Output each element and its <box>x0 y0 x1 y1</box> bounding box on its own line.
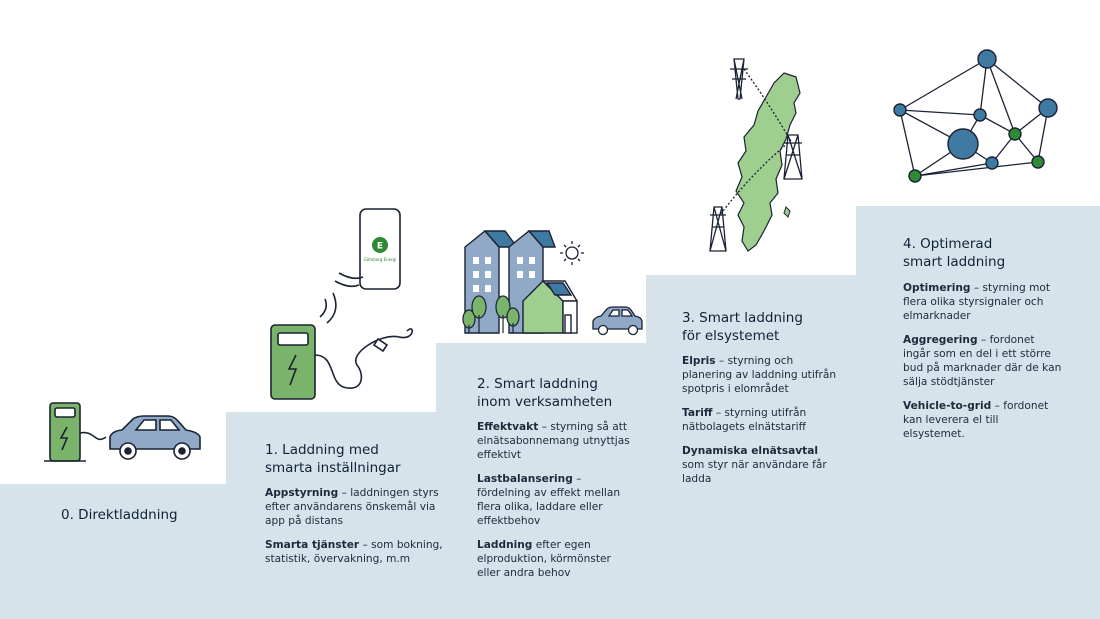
step-1-description <box>265 486 455 576</box>
step-3-description <box>682 354 842 496</box>
network-node <box>974 109 986 121</box>
list-item: Aggregering – fordonet ingår som en del i ett större bud på marknader där de kan sälja stödtjänster <box>903 334 1062 388</box>
network-node <box>1032 156 1044 168</box>
direct-charging-illustration <box>40 395 210 470</box>
list-item: Tariff – styrning utifrån nätbolagets elnätstariff <box>682 407 807 433</box>
svg-text:E: E <box>376 241 384 252</box>
wifi-signal-icon <box>320 273 363 323</box>
network-illustration <box>885 42 1065 192</box>
business-charging-illustration <box>455 225 645 340</box>
step-2-description <box>477 420 637 590</box>
network-node <box>909 170 921 182</box>
list-item: Smarta tjänster – som bokning, statistik, övervakning, m.m <box>265 539 443 565</box>
network-node <box>1039 99 1057 117</box>
app-charging-illustration <box>265 205 425 405</box>
step-0-title: 0. Direktladdning <box>61 507 178 523</box>
charger-icon <box>271 325 412 399</box>
list-item: Laddning efter egen elproduktion, körmönster eller andra behov <box>477 539 611 579</box>
list-item: Vehicle-to-grid – fordonet kan leverera el till elsystemet. <box>903 400 1049 440</box>
step-3-title: 3. Smart laddning för elsystemet <box>682 310 803 344</box>
network-node <box>948 129 978 159</box>
network-node <box>978 50 996 68</box>
step-4-description <box>903 281 1063 451</box>
network-node <box>894 104 906 116</box>
step-2-title: 2. Smart laddning inom verksamheten <box>477 376 613 410</box>
list-item: Effektvakt – styrning så att elnätsabonnemang utnyttjas effektivt <box>477 421 630 461</box>
power-system-illustration <box>700 55 815 255</box>
network-nodes <box>894 50 1057 182</box>
car-icon <box>110 416 200 459</box>
charger-icon <box>44 403 106 461</box>
sun-icon <box>560 241 584 265</box>
network-node <box>1009 128 1021 140</box>
list-item: Elpris – styrning och planering av laddning utifrån spotpris i elområdet <box>682 355 837 395</box>
sweden-map-icon <box>736 73 800 251</box>
step-0-background <box>0 484 226 619</box>
step-1-title: 1. Laddning med smarta inställningar <box>265 442 401 476</box>
step-4-title: 4. Optimerad smart laddning <box>903 236 1006 270</box>
network-node <box>986 157 998 169</box>
list-item: Appstyrning – laddningen styrs efter användarens önskemål via app på distans <box>265 487 439 527</box>
list-item: Lastbalansering – fördelning av effekt mellan flera olika, laddare eller effektbehov <box>477 473 621 527</box>
list-item: Optimering – styrning mot flera olika styrsignaler och elmarknader <box>903 282 1051 322</box>
car-icon <box>593 307 642 335</box>
svg-text:Göteborg Energi: Göteborg Energi <box>363 257 397 262</box>
phone-icon <box>360 209 400 289</box>
list-item: Dynamiska elnätsavtal som styr när användare får ladda <box>682 445 827 485</box>
